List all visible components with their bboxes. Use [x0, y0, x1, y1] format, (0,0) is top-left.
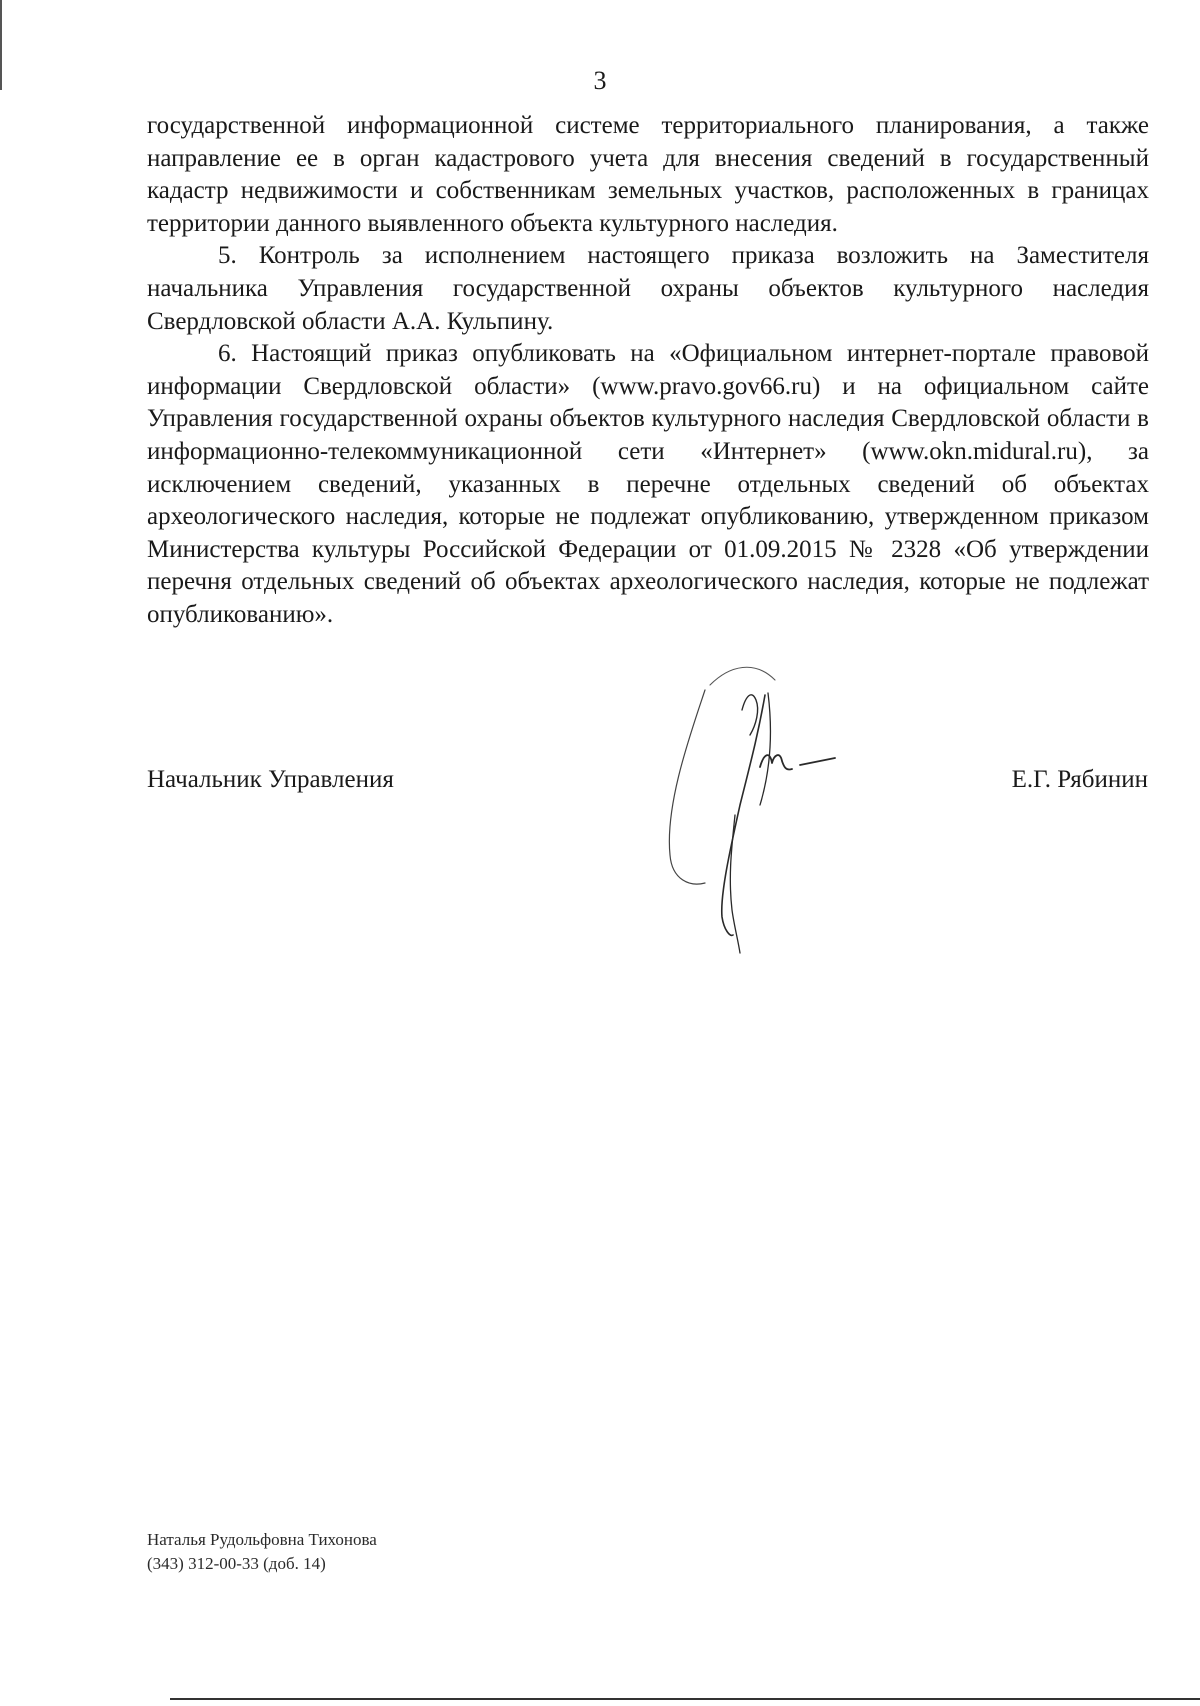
executor-phone: (343) 312-00-33 (доб. 14)	[147, 1554, 326, 1573]
signatory-name: Е.Г. Рябинин	[1011, 766, 1148, 793]
scan-edge-bottom	[170, 1698, 1200, 1700]
executor-info	[147, 1528, 377, 1576]
handwritten-signature	[660, 655, 875, 955]
document-body	[147, 110, 1149, 632]
executor-name: Наталья Рудольфовна Тихонова	[147, 1530, 377, 1549]
paragraph-item-5: 5. Контроль за исполнением настоящего приказа возложить на Заместителя начальника Управления государственной охраны объектов культурного наследия Свердловской области А.А. Кульпину.	[147, 242, 1149, 335]
signatory-position: Начальник Управления	[147, 766, 394, 793]
paragraph-continuation: государственной информационной системе территориального планирования, а также направление ее в орган кадастрового учета для внесения сведений в государственный кадастр недвижимости и собственникам земельных участков, расположенных в границах территории данного выявленного объекта культурного наследия.	[147, 112, 1149, 237]
page-number: 3	[593, 66, 607, 95]
paragraph-item-6: 6. Настоящий приказ опубликовать на «Официальном интернет-портале правовой информации Свердловской области» (www.pravo.gov66.ru) и на официальном сайте Управления государственной охраны объектов культурного наследия Свердловской области в информационно-телекоммуникационной сети «Интернет» (www.okn.midural.ru), за исключением сведений, указанных в перечне отдельных сведений об объектах археологического наследия, которые не подлежат опубликованию, утвержденном приказом Министерства культуры Российской Федерации от 01.09.2015 № 2328 «Об утверждении перечня отдельных сведений об объектах археологического наследия, которые не подлежат опубликованию».	[147, 340, 1149, 628]
